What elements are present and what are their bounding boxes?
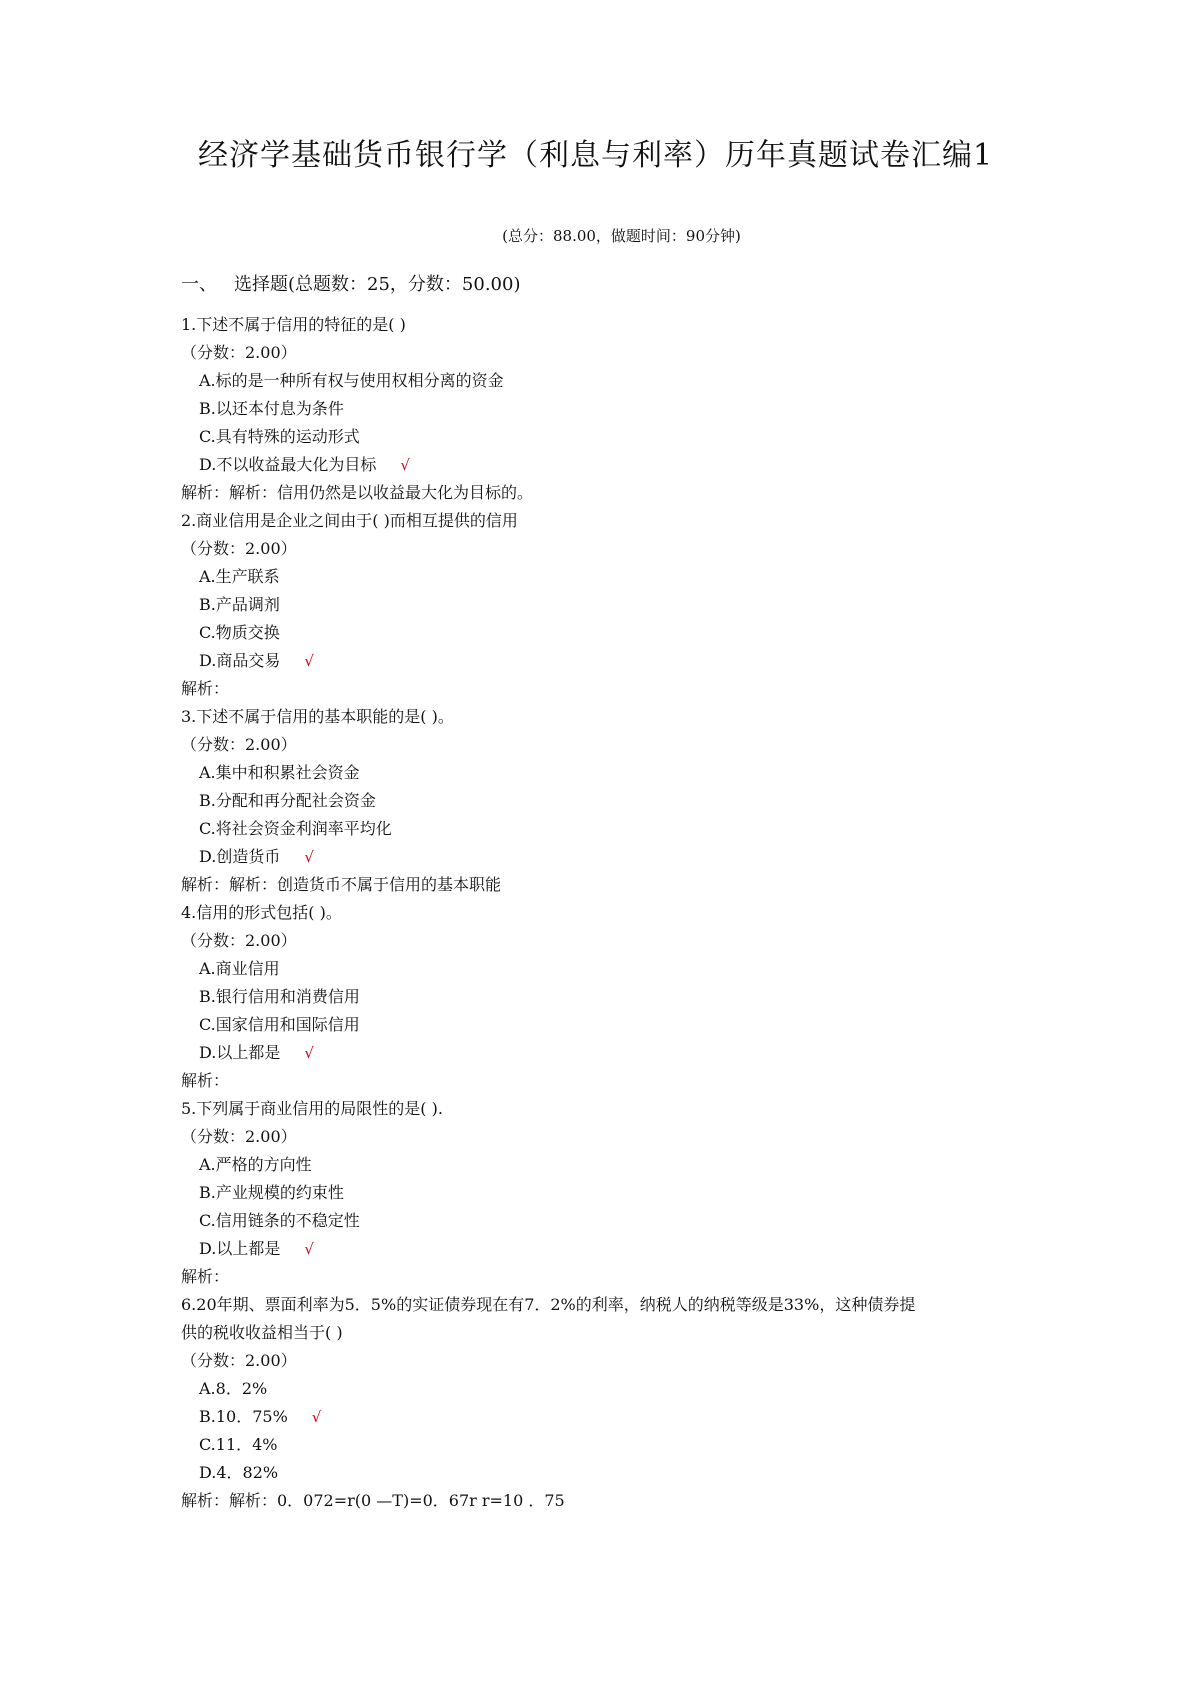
correct-check-icon: √ — [304, 848, 314, 866]
option-text: A.标的是一种所有权与使用权相分离的资金 — [199, 371, 504, 390]
question-score: （分数：2.00） — [181, 735, 297, 754]
correct-check-icon: √ — [311, 1408, 322, 1426]
answer-option — [181, 787, 1021, 815]
document-title: 经济学基础货币银行学（利息与利率）历年真题试卷汇编1 — [197, 138, 994, 173]
question-score: （分数：2.00） — [181, 1127, 297, 1146]
option-text: B.产品调剂 — [199, 595, 280, 614]
answer-option — [181, 619, 1021, 647]
question-stem: 6.20年期、票面利率为5．5%的实证债券现在有7．2%的利率，纳税人的纳税等级是33%，这种债券提 — [181, 1295, 916, 1314]
question-analysis: 解析： — [181, 679, 230, 698]
answer-option — [181, 1375, 1021, 1403]
question-stem: 供的税收收益相当于( ) — [181, 1323, 343, 1342]
answer-option — [181, 647, 1021, 675]
question-stem: 2.商业信用是企业之间由于( )而相互提供的信用 — [181, 511, 518, 530]
option-text: C.物质交换 — [199, 623, 280, 642]
section-number: 一、 — [181, 274, 217, 295]
answer-option — [181, 1207, 1021, 1235]
option-text: C.具有特殊的运动形式 — [199, 427, 360, 446]
answer-option — [181, 759, 1021, 787]
answer-option — [181, 815, 1021, 843]
option-text: D.以上都是 — [199, 1239, 281, 1258]
correct-check-icon: √ — [400, 456, 410, 474]
option-text: D.不以收益最大化为目标 — [199, 455, 377, 474]
answer-option — [181, 1151, 1021, 1179]
question-block — [181, 1291, 1021, 1515]
option-text: A.严格的方向性 — [199, 1155, 312, 1174]
option-text: D.4．82% — [199, 1463, 279, 1482]
option-text: C.11．4% — [199, 1435, 278, 1454]
answer-option — [181, 1011, 1021, 1039]
answer-option — [181, 563, 1021, 591]
answer-option — [181, 843, 1021, 871]
question-analysis: 解析： — [181, 1071, 230, 1090]
option-text: B.分配和再分配社会资金 — [199, 791, 376, 810]
answer-option — [181, 1403, 1021, 1431]
answer-option — [181, 451, 1021, 479]
option-text: B.产业规模的约束性 — [199, 1183, 344, 1202]
option-text: C.信用链条的不稳定性 — [199, 1211, 360, 1230]
question-block — [181, 311, 1021, 507]
question-score: （分数：2.00） — [181, 343, 297, 362]
option-text: A.集中和积累社会资金 — [199, 763, 360, 782]
option-text: A.商业信用 — [199, 959, 280, 978]
question-analysis: 解析：解析：信用仍然是以收益最大化为目标的。 — [181, 483, 534, 502]
question-stem: 3.下述不属于信用的基本职能的是( )。 — [181, 707, 454, 726]
correct-check-icon: √ — [304, 1240, 314, 1258]
question-list — [181, 311, 1021, 1515]
question-stem: 1.下述不属于信用的特征的是( ) — [181, 315, 406, 334]
answer-option — [181, 1459, 1021, 1487]
correct-check-icon: √ — [304, 652, 314, 670]
question-stem: 5.下列属于商业信用的局限性的是( ). — [181, 1099, 443, 1118]
option-text: D.创造货币 — [199, 847, 281, 866]
answer-option — [181, 395, 1021, 423]
answer-option — [181, 983, 1021, 1011]
answer-option — [181, 1235, 1021, 1263]
answer-option — [181, 1039, 1021, 1067]
option-text: C.国家信用和国际信用 — [199, 1015, 360, 1034]
question-score: （分数：2.00） — [181, 539, 297, 558]
question-analysis: 解析：解析：创造货币不属于信用的基本职能 — [181, 875, 502, 894]
section-label: 选择题(总题数：25，分数：50.00) — [234, 274, 521, 295]
document-meta: (总分：88.00，做题时间：90分钟) — [502, 227, 741, 245]
option-text: A.8．2% — [199, 1379, 268, 1398]
answer-option — [181, 367, 1021, 395]
option-text: B.银行信用和消费信用 — [199, 987, 360, 1006]
question-block — [181, 507, 1021, 703]
question-analysis: 解析：解析：0．072=r(0 —T)=0．67r r=10 ．75 — [181, 1491, 565, 1510]
answer-option — [181, 1179, 1021, 1207]
question-score: （分数：2.00） — [181, 931, 297, 950]
question-score: （分数：2.00） — [181, 1351, 297, 1370]
answer-option — [181, 955, 1021, 983]
option-text: A.生产联系 — [199, 567, 280, 586]
question-block — [181, 899, 1021, 1095]
option-text: B.10．75% — [199, 1407, 288, 1426]
section-heading — [181, 271, 520, 299]
option-text: C.将社会资金利润率平均化 — [199, 819, 392, 838]
option-text: B.以还本付息为条件 — [199, 399, 344, 418]
question-block — [181, 703, 1021, 899]
correct-check-icon: √ — [304, 1044, 314, 1062]
answer-option — [181, 1431, 1021, 1459]
question-stem: 4.信用的形式包括( )。 — [181, 903, 342, 922]
option-text: D.以上都是 — [199, 1043, 281, 1062]
option-text: D.商品交易 — [199, 651, 281, 670]
question-block — [181, 1095, 1021, 1291]
answer-option — [181, 591, 1021, 619]
answer-option — [181, 423, 1021, 451]
question-analysis: 解析： — [181, 1267, 230, 1286]
